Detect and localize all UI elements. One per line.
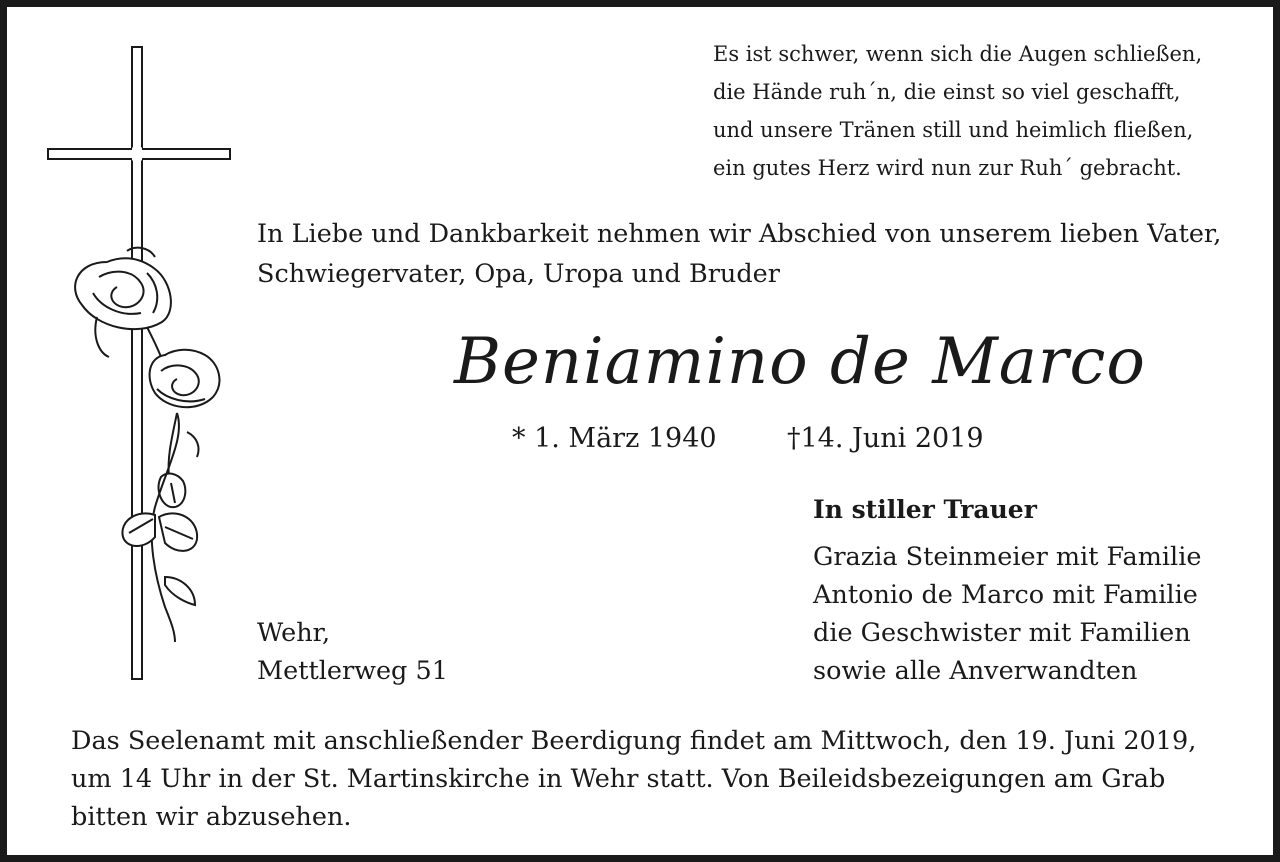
poem-line: ein gutes Herz wird nun zur Ruh´ gebracht. [713, 156, 1182, 180]
mourners-list [813, 538, 1201, 690]
mourner-item: sowie alle Anverwandten [813, 656, 1138, 686]
poem-line: und unsere Tränen still und heimlich fließen, [713, 118, 1194, 142]
service-line: Das Seelenamt mit anschließender Beerdigung findet am Mittwoch, den 19. Juni 2019, [71, 726, 1197, 756]
birth-date: * 1. März 1940 [512, 423, 717, 454]
mourner-item: Grazia Steinmeier mit Familie [813, 542, 1202, 572]
cross-with-roses-icon [37, 37, 237, 687]
mourning-heading: In stiller Trauer [813, 495, 1037, 524]
poem-verse [713, 35, 1202, 187]
mourner-item: die Geschwister mit Familien [813, 618, 1191, 648]
service-info [71, 722, 1196, 836]
deceased-name: Beniamino de Marco [454, 325, 1146, 399]
address-city: Wehr, [257, 618, 331, 648]
service-line: bitten wir abzusehen. [71, 802, 352, 832]
address-block [257, 614, 448, 690]
death-date: †14. Juni 2019 [787, 423, 984, 454]
address-street: Mettlerweg 51 [257, 656, 448, 686]
poem-line: Es ist schwer, wenn sich die Augen schließen, [713, 42, 1203, 66]
intro-text [257, 214, 1221, 294]
intro-line: In Liebe und Dankbarkeit nehmen wir Abschied von unserem lieben Vater, [257, 219, 1222, 249]
intro-line: Schwiegervater, Opa, Uropa und Bruder [257, 259, 780, 289]
service-line: um 14 Uhr in der St. Martinskirche in Wehr statt. Von Beileidsbezeigungen am Grab [71, 764, 1166, 794]
poem-line: die Hände ruh´n, die einst so viel geschafft, [713, 80, 1181, 104]
mourner-item: Antonio de Marco mit Familie [813, 580, 1198, 610]
